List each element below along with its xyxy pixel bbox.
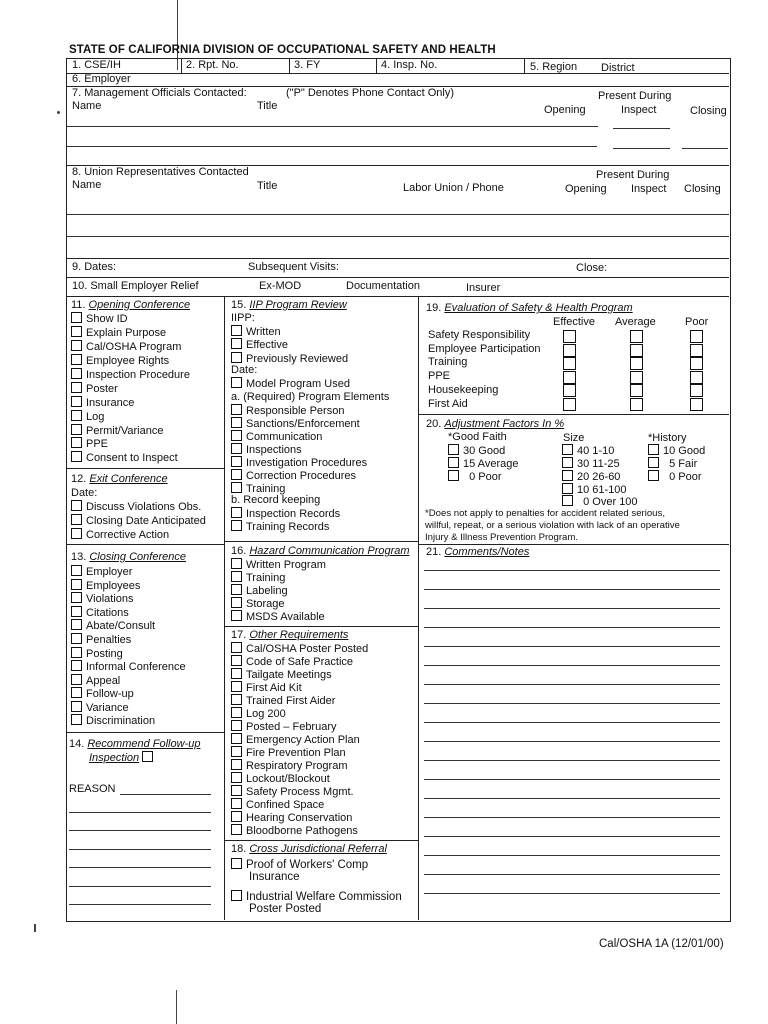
inspection-number-field[interactable]: 4. Insp. No. (381, 59, 438, 71)
eval-checkbox[interactable] (563, 344, 576, 357)
checkbox[interactable] (231, 404, 242, 415)
checkbox[interactable] (231, 655, 242, 666)
checkbox[interactable] (231, 733, 242, 744)
checkbox[interactable] (231, 694, 242, 705)
checkbox[interactable] (231, 520, 242, 531)
checkbox[interactable] (562, 470, 573, 481)
checkbox[interactable] (562, 444, 573, 455)
hist-5-fair[interactable]: 5 Fair (648, 457, 697, 471)
iip-review-heading: 15. IIP Program Review (231, 299, 347, 311)
iipp-effective[interactable]: Effective (231, 338, 288, 352)
checkbox[interactable] (231, 597, 242, 608)
union-labor-header: Labor Union / Phone (403, 182, 504, 194)
closing-discrimination[interactable]: Discrimination (71, 714, 155, 728)
other-confined-space[interactable]: Confined Space (231, 798, 324, 812)
checkbox[interactable] (71, 410, 82, 421)
checkbox[interactable] (231, 785, 242, 796)
opening-calosha-program[interactable]: Cal/OSHA Program (71, 340, 181, 354)
closing-violations[interactable]: Violations (71, 592, 134, 606)
eval-row-housekeeping: Housekeeping (428, 384, 499, 396)
eval-checkbox[interactable] (563, 398, 576, 411)
union-reps-label: 8. Union Representatives Contacted (72, 166, 249, 178)
checkbox[interactable] (231, 642, 242, 653)
req-communication[interactable]: Communication (231, 430, 322, 444)
iipp-date[interactable]: Date: (231, 364, 258, 376)
dates-label[interactable]: 9. Dates: (72, 261, 117, 273)
mgmt-inspect-header: Inspect (621, 104, 657, 116)
size-40[interactable]: 40 1-10 (562, 444, 614, 458)
other-tailgate-meetings[interactable]: Tailgate Meetings (231, 668, 332, 682)
other-bloodborne[interactable]: Bloodborne Pathogens (231, 824, 358, 838)
checkbox[interactable] (231, 890, 242, 901)
size-20[interactable]: 20 26-60 (562, 470, 620, 484)
employer-field[interactable]: 6. Employer (72, 73, 131, 85)
eval-checkbox[interactable] (563, 371, 576, 384)
checkbox[interactable] (231, 352, 242, 363)
checkbox[interactable] (71, 579, 82, 590)
checkbox[interactable] (231, 507, 242, 518)
checkbox[interactable] (71, 451, 82, 462)
other-lockout[interactable]: Lockout/Blockout (231, 772, 330, 786)
checkbox[interactable] (231, 443, 242, 454)
size-10[interactable]: 10 61-100 (562, 483, 627, 497)
hazcom-storage[interactable]: Storage (231, 597, 285, 611)
iipp-label: IIPP: (231, 312, 255, 324)
referral-iwc-line2: Poster Posted (249, 903, 322, 915)
scan-dot-artifact (57, 111, 60, 114)
opening-log[interactable]: Log (71, 410, 104, 424)
size-0[interactable]: 0 Over 100 (562, 495, 638, 509)
checkbox[interactable] (648, 470, 659, 481)
scan-line-artifact (176, 990, 177, 1024)
closing-employees[interactable]: Employees (71, 579, 140, 593)
eval-checkbox[interactable] (630, 344, 643, 357)
checkbox[interactable] (231, 584, 242, 595)
gf-30-good[interactable]: 30 Good (448, 444, 505, 458)
fiscal-year-field[interactable]: 3. FY (294, 59, 321, 71)
checkbox[interactable] (231, 668, 242, 679)
good-faith-header: *Good Faith (448, 431, 507, 443)
checkbox[interactable] (71, 514, 82, 525)
size-header: Size (563, 432, 585, 444)
opening-conference-heading: 11. Opening Conference (71, 299, 191, 311)
checkbox[interactable] (231, 772, 242, 783)
other-emergency-action-plan[interactable]: Emergency Action Plan (231, 733, 360, 747)
gf-0-poor[interactable]: 0 Poor (448, 470, 502, 484)
other-code-safe-practice[interactable]: Code of Safe Practice (231, 655, 353, 669)
hazcom-labeling[interactable]: Labeling (231, 584, 288, 598)
checkbox[interactable] (71, 312, 82, 323)
checkbox[interactable] (648, 457, 659, 468)
req-sanctions[interactable]: Sanctions/Enforcement (231, 417, 360, 431)
checkbox[interactable] (231, 707, 242, 718)
union-opening-header: Opening (565, 183, 607, 195)
opening-inspection-procedure[interactable]: Inspection Procedure (71, 368, 190, 382)
eval-average-header: Average (615, 316, 656, 328)
adjustment-factors-heading: 20. Adjustment Factors In % (426, 418, 565, 430)
other-trained-first-aider[interactable]: Trained First Aider (231, 694, 335, 708)
checkbox[interactable] (231, 430, 242, 441)
mgmt-opening-header: Opening (544, 104, 586, 116)
referral-workers-comp[interactable]: Proof of Workers' Comp (231, 858, 368, 872)
checkbox[interactable] (71, 674, 82, 685)
opening-show-id[interactable]: Show ID (71, 312, 128, 326)
closing-conference-heading: 13. Closing Conference (71, 551, 186, 563)
union-inspect-header: Inspect (631, 183, 667, 195)
checkbox[interactable] (71, 660, 82, 671)
exit-closing-date[interactable]: Closing Date Anticipated (71, 514, 206, 528)
gf-15-average[interactable]: 15 Average (448, 457, 518, 471)
checkbox[interactable] (71, 500, 82, 511)
checkbox[interactable] (231, 338, 242, 349)
checkbox[interactable] (231, 482, 242, 493)
opening-insurance[interactable]: Insurance (71, 396, 134, 410)
adjustment-note-line2: willful, repeat, or a serious violation with lack of an operative (425, 520, 680, 531)
eval-checkbox[interactable] (563, 330, 576, 343)
exit-discuss-violations[interactable]: Discuss Violations Obs. (71, 500, 201, 514)
checkbox[interactable] (142, 751, 153, 762)
hist-0-poor[interactable]: 0 Poor (648, 470, 702, 484)
referral-iwc[interactable]: Industrial Welfare Commission (231, 890, 402, 904)
eval-checkbox[interactable] (630, 357, 643, 370)
checkbox[interactable] (71, 647, 82, 658)
eval-checkbox[interactable] (690, 398, 703, 411)
phone-contact-note: ("P" Denotes Phone Contact Only) (286, 87, 455, 99)
exmod-label[interactable]: Ex-MOD (259, 280, 302, 292)
eval-checkbox[interactable] (563, 357, 576, 370)
checkbox[interactable] (71, 382, 82, 393)
closing-variance[interactable]: Variance (71, 701, 129, 715)
other-requirements-heading: 17. Other Requirements (231, 629, 349, 641)
checkbox[interactable] (71, 368, 82, 379)
eval-row-safety-responsibility: Safety Responsibility (428, 329, 531, 341)
union-entry-line[interactable] (67, 214, 729, 215)
other-posted-february[interactable]: Posted – February (231, 720, 337, 734)
eval-effective-header: Effective (553, 316, 595, 328)
eval-checkbox[interactable] (690, 357, 703, 370)
rec-training-records[interactable]: Training Records (231, 520, 329, 534)
size-30[interactable]: 30 11-25 (562, 457, 620, 471)
closing-penalties[interactable]: Penalties (71, 633, 131, 647)
reason-label: REASON (69, 783, 116, 795)
adjustment-note-line1: *Does not apply to penalties for accident related serious, (425, 508, 665, 519)
checkbox[interactable] (448, 457, 459, 468)
checkbox[interactable] (71, 565, 82, 576)
evaluation-heading: 19. Evaluation of Safety & Health Program (426, 302, 633, 314)
hazcom-training[interactable]: Training (231, 571, 285, 585)
history-header: *History (648, 432, 687, 444)
close-date-label[interactable]: Close: (576, 262, 608, 274)
exit-conference-date[interactable]: Date: (71, 487, 98, 499)
union-present-during: Present During (596, 169, 670, 181)
iipp-model-program[interactable]: Model Program Used (231, 377, 350, 391)
followup-inspection-checkbox[interactable]: Inspection (89, 751, 157, 765)
checkbox[interactable] (231, 610, 242, 621)
req-training[interactable]: Training (231, 482, 285, 496)
req-responsible-person[interactable]: Responsible Person (231, 404, 344, 418)
other-first-aid-kit[interactable]: First Aid Kit (231, 681, 302, 695)
checkbox[interactable] (231, 469, 242, 480)
checkbox[interactable] (231, 858, 242, 869)
required-elements-label: a. (Required) Program Elements (231, 391, 390, 403)
checkbox[interactable] (71, 592, 82, 603)
eval-row-ppe: PPE (428, 370, 451, 382)
checkbox[interactable] (71, 714, 82, 725)
mgmt-officials-label: 7. Management Officials Contacted: (72, 87, 247, 99)
closing-follow-up[interactable]: Follow-up (71, 687, 134, 701)
eval-checkbox[interactable] (690, 330, 703, 343)
checkbox[interactable] (448, 470, 459, 481)
eval-row-training: Training (428, 356, 468, 368)
checkbox[interactable] (562, 483, 573, 494)
cross-referral-heading: 18. Cross Jurisdictional Referral (231, 843, 387, 855)
checkbox[interactable] (231, 377, 242, 388)
opening-explain-purpose[interactable]: Explain Purpose (71, 326, 166, 340)
other-safety-process[interactable]: Safety Process Mgmt. (231, 785, 354, 799)
union-closing-header: Closing (684, 183, 721, 195)
checkbox[interactable] (71, 437, 82, 448)
subsequent-visits-label[interactable]: Subsequent Visits: (248, 261, 339, 273)
checkbox[interactable] (71, 354, 82, 365)
eval-checkbox[interactable] (690, 371, 703, 384)
checkbox[interactable] (231, 798, 242, 809)
opening-employee-rights[interactable]: Employee Rights (71, 354, 169, 368)
hazcom-heading: 16. Hazard Communication Program (231, 545, 410, 557)
union-name-header: Name (72, 179, 102, 191)
closing-posting[interactable]: Posting (71, 647, 123, 661)
insurer-label[interactable]: Insurer (466, 282, 501, 294)
checkbox[interactable] (71, 528, 82, 539)
checkbox[interactable] (71, 687, 82, 698)
checkbox[interactable] (231, 811, 242, 822)
form-number-footer: Cal/OSHA 1A (12/01/00) (599, 938, 724, 950)
other-respiratory[interactable]: Respiratory Program (231, 759, 347, 773)
eval-checkbox[interactable] (630, 384, 643, 397)
closing-appeal[interactable]: Appeal (71, 674, 120, 688)
eval-checkbox[interactable] (630, 398, 643, 411)
req-inspections[interactable]: Inspections (231, 443, 302, 457)
exit-conference-heading: 12. Exit Conference (71, 473, 168, 485)
other-hearing-conservation[interactable]: Hearing Conservation (231, 811, 352, 825)
closing-informal-conference[interactable]: Informal Conference (71, 660, 186, 674)
checkbox[interactable] (231, 681, 242, 692)
reason-line[interactable] (120, 794, 211, 795)
checkbox[interactable] (71, 424, 82, 435)
req-correction[interactable]: Correction Procedures (231, 469, 356, 483)
small-employer-relief-label: 10. Small Employer Relief (72, 280, 199, 292)
closing-employer[interactable]: Employer (71, 565, 132, 579)
checkbox[interactable] (231, 746, 242, 757)
checkbox[interactable] (71, 606, 82, 617)
adjustment-note-line3: Injury & Illness Prevention Program. (425, 532, 579, 543)
eval-checkbox[interactable] (630, 371, 643, 384)
iipp-written[interactable]: Written (231, 325, 281, 339)
checkbox[interactable] (71, 619, 82, 630)
checkbox[interactable] (648, 444, 659, 455)
rec-inspection-records[interactable]: Inspection Records (231, 507, 340, 521)
exit-corrective-action[interactable]: Corrective Action (71, 528, 169, 542)
checkbox[interactable] (231, 558, 242, 569)
checkbox[interactable] (71, 701, 82, 712)
checkbox[interactable] (448, 444, 459, 455)
mgmt-name-header: Name (72, 100, 102, 112)
checkbox[interactable] (231, 325, 242, 336)
district-field[interactable]: District (601, 62, 635, 74)
checkbox[interactable] (231, 759, 242, 770)
other-log-200[interactable]: Log 200 (231, 707, 286, 721)
eval-checkbox[interactable] (563, 384, 576, 397)
mgmt-closing-header: Closing (690, 105, 727, 117)
eval-row-employee-participation: Employee Participation (428, 343, 541, 355)
recommend-followup-heading: 14. Recommend Follow-up (69, 738, 201, 750)
scan-dot-artifact (34, 924, 36, 932)
req-investigation[interactable]: Investigation Procedures (231, 456, 367, 470)
opening-permit-variance[interactable]: Permit/Variance (71, 424, 163, 438)
hazcom-written-program[interactable]: Written Program (231, 558, 326, 572)
other-fire-prevention[interactable]: Fire Prevention Plan (231, 746, 346, 760)
mgmt-present-during: Present During (598, 90, 672, 102)
eval-checkbox[interactable] (690, 344, 703, 357)
checkbox[interactable] (231, 571, 242, 582)
checkbox[interactable] (231, 720, 242, 731)
mgmt-title-header: Title (257, 100, 278, 112)
checkbox[interactable] (71, 340, 82, 351)
opening-poster[interactable]: Poster (71, 382, 118, 396)
checkbox[interactable] (71, 633, 82, 644)
checkbox[interactable] (231, 456, 242, 467)
opening-ppe[interactable]: PPE (71, 437, 108, 451)
checkbox[interactable] (562, 495, 573, 506)
other-poster-posted[interactable]: Cal/OSHA Poster Posted (231, 642, 368, 656)
closing-abate-consult[interactable]: Abate/Consult (71, 619, 155, 633)
eval-row-first-aid: First Aid (428, 398, 468, 410)
form-title: STATE OF CALIFORNIA DIVISION OF OCCUPATIONAL SAFETY AND HEALTH (69, 44, 496, 56)
checkbox[interactable] (231, 417, 242, 428)
eval-poor-header: Poor (685, 316, 709, 328)
cse-ih-field[interactable]: 1. CSE/IH (72, 59, 121, 71)
checkbox[interactable] (71, 396, 82, 407)
hist-10-good[interactable]: 10 Good (648, 444, 705, 458)
region-field[interactable]: 5. Region (530, 61, 578, 73)
checkbox[interactable] (231, 824, 242, 835)
opening-consent[interactable]: Consent to Inspect (71, 451, 178, 465)
union-title-header: Title (257, 180, 278, 192)
eval-checkbox[interactable] (690, 384, 703, 397)
eval-checkbox[interactable] (630, 330, 643, 343)
iipp-previously-reviewed[interactable]: Previously Reviewed (231, 352, 348, 366)
closing-citations[interactable]: Citations (71, 606, 129, 620)
referral-workers-comp-line2: Insurance (249, 871, 300, 883)
checkbox[interactable] (71, 326, 82, 337)
mgmt-entry-line[interactable] (67, 126, 598, 127)
checkbox[interactable] (562, 457, 573, 468)
report-number-field[interactable]: 2. Rpt. No. (186, 59, 239, 71)
documentation-label[interactable]: Documentation (346, 280, 420, 292)
record-keeping-label: b. Record keeping (231, 494, 321, 506)
hazcom-msds[interactable]: MSDS Available (231, 610, 325, 624)
comments-heading: 21. Comments/Notes (426, 546, 530, 558)
